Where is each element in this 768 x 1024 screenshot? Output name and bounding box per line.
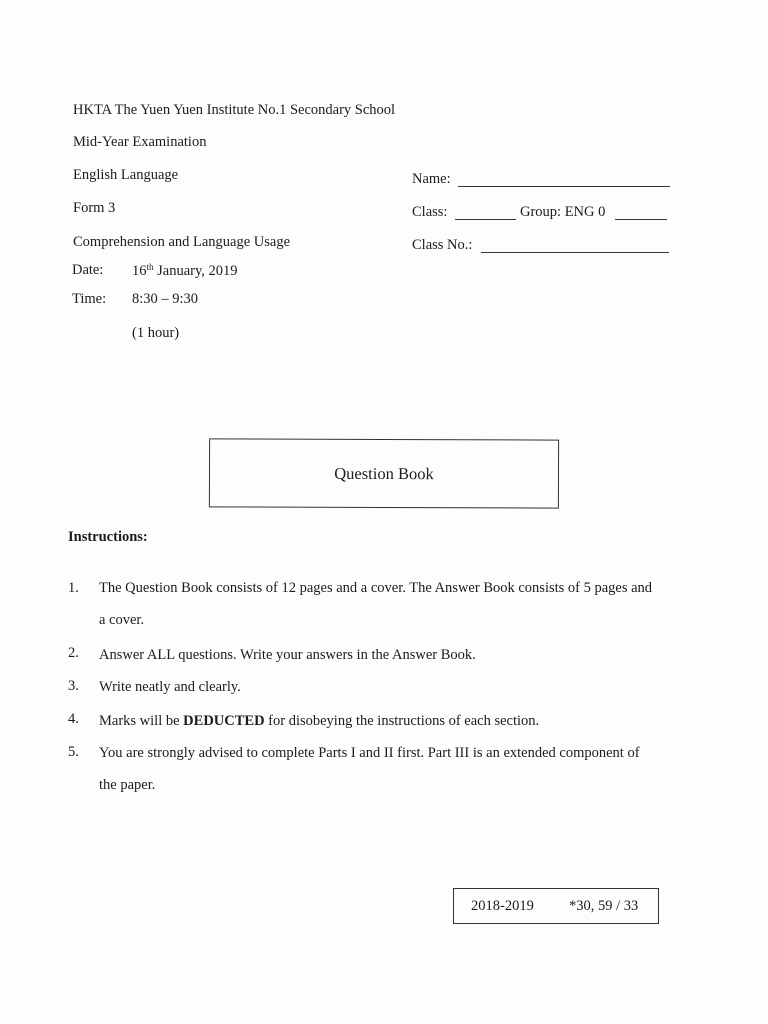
instruction-text: for disobeying the instructions of each section. (264, 713, 540, 729)
instruction-number: 1. (68, 580, 79, 596)
class-no-field[interactable] (481, 252, 669, 253)
date-day: 16 (132, 263, 147, 279)
instruction-number: 4. (68, 711, 79, 727)
instruction-number: 3. (68, 678, 79, 694)
instruction-number: 5. (68, 744, 79, 760)
question-book-box (209, 438, 559, 508)
class-field[interactable] (455, 219, 516, 220)
footer-code-box (453, 888, 659, 924)
instruction-item: The Question Book consists of 12 pages and a cover. The Answer Book consists of 5 pages and (99, 580, 653, 596)
instruction-text: Marks will be (99, 713, 184, 729)
time-label: Time: (72, 291, 107, 307)
paper-title: Comprehension and Language Usage (73, 234, 291, 250)
name-field[interactable] (458, 186, 670, 187)
form-level: Form 3 (73, 200, 116, 216)
instructions-heading: Instructions: (68, 529, 148, 545)
exam-title: Mid-Year Examination (73, 134, 207, 150)
date-value (132, 262, 238, 280)
subject-name: English Language (73, 167, 179, 183)
class-no-label: Class No.: (412, 237, 473, 253)
instruction-item: Answer ALL questions. Write your answers in the Answer Book. (99, 647, 476, 663)
instruction-item-continued: a cover. (99, 612, 145, 628)
group-field[interactable] (615, 219, 667, 220)
instruction-item-continued: the paper. (99, 777, 156, 793)
duration: (1 hour) (132, 325, 180, 341)
instruction-item: You are strongly advised to complete Parts I and II first. Part III is an extended component of (99, 745, 640, 761)
school-name: HKTA The Yuen Yuen Institute No.1 Secondary School (73, 102, 396, 118)
instruction-number: 2. (68, 645, 79, 661)
question-book-label: Question Book (334, 463, 434, 483)
date-rest: January, 2019 (153, 263, 238, 279)
paper-code: *30, 59 / 33 (569, 898, 639, 914)
academic-year: 2018-2019 (471, 898, 534, 914)
date-suffix: th (146, 262, 154, 272)
class-label: Class: (412, 204, 448, 220)
deducted-emphasis: DEDUCTED (183, 713, 265, 729)
time-value: 8:30 – 9:30 (132, 291, 199, 307)
group-label: Group: ENG 0 (520, 204, 606, 220)
date-label: Date: (72, 262, 104, 278)
instruction-item (99, 713, 539, 730)
instruction-item: Write neatly and clearly. (99, 679, 241, 695)
name-label: Name: (412, 171, 451, 187)
